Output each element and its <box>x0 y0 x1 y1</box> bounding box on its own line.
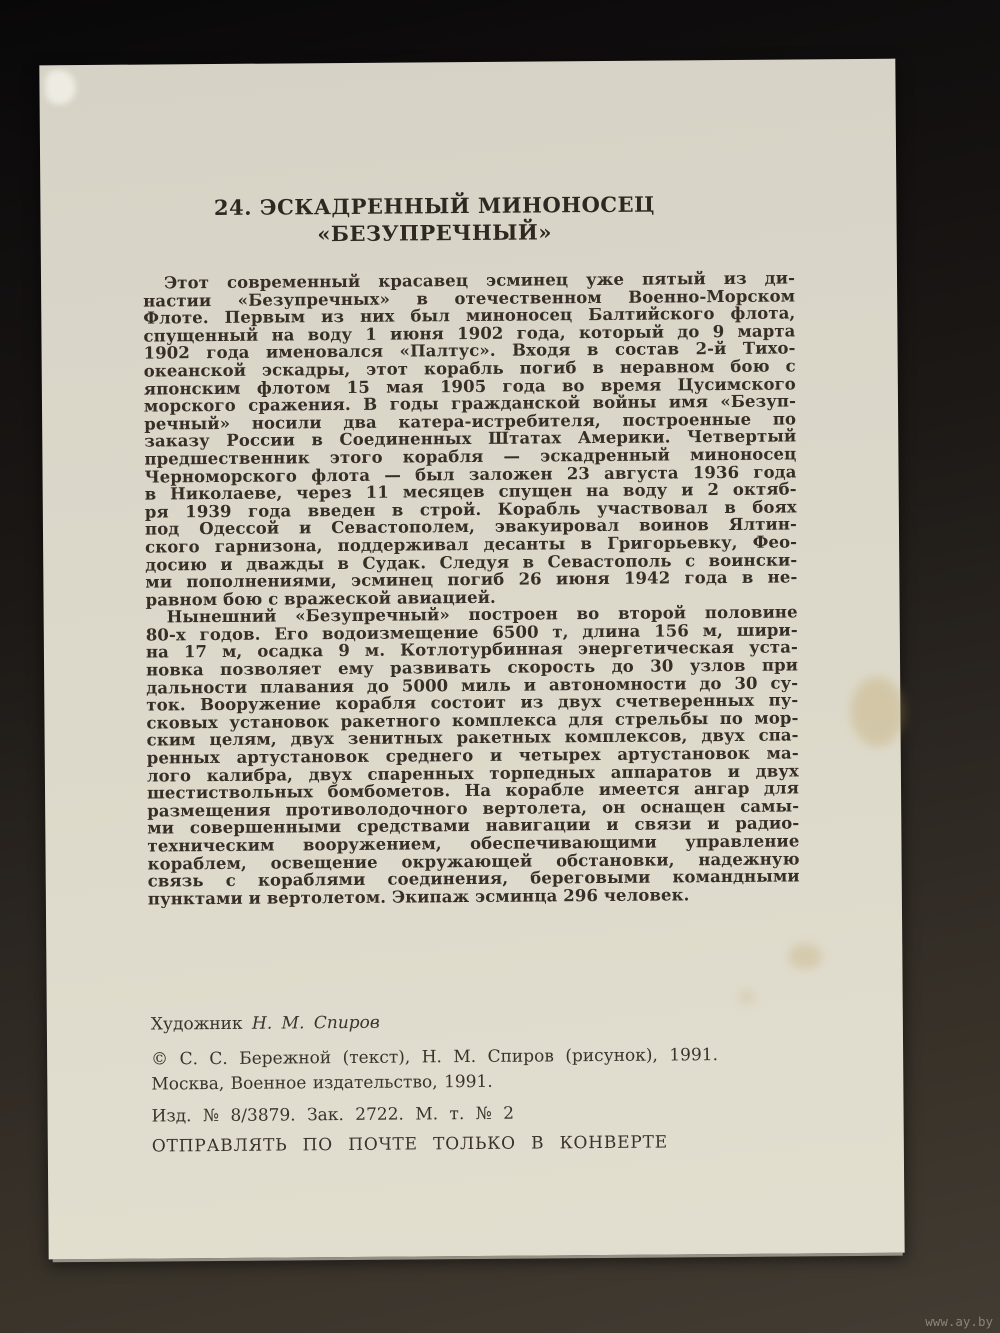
card-title <box>142 190 794 248</box>
text-line: равном бою с вражеской авиацией. <box>145 587 496 610</box>
text-line: Черноморского флота — был заложен 23 августа 1936 года <box>144 461 797 487</box>
text-line: ми пополнениями, эсминец погиб 26 июня 1942 года в не- <box>145 567 798 592</box>
text-line: на 17 м, осадка 9 м. Котлотурбинная энергетическая уста- <box>145 637 798 663</box>
text-line: предшественник этого корабля — эскадренный миноносец <box>144 444 797 469</box>
text-line: ми совершенными средствами навигации и связи и радио- <box>147 813 800 838</box>
text-line: морского сражения. В годы гражданской войны имя «Безуп- <box>143 391 797 416</box>
paragraph-history <box>143 269 798 608</box>
text-line: связь с кораблями соединения, береговыми командными <box>147 866 800 891</box>
copyright-line: © С. С. Бережной (текст), Н. М. Спиров (рисунок), 1991. <box>151 1045 719 1070</box>
text-line: шестиствольных бомбометов. На корабле имеется ангар для <box>146 778 800 803</box>
text-line: под Одессой и Севастополем, эвакуировал воинов Ялтин- <box>144 514 798 539</box>
text-line: ря 1939 года введен в строй. Корабль участвовал в боях <box>144 497 797 522</box>
postcard-back <box>39 59 904 1260</box>
text-line: техническим вооружением, обеспечивающими управление <box>147 831 800 856</box>
corner-scuff <box>45 70 75 104</box>
text-line: настии «Безупречных» в отечественном Военно-Морском <box>143 286 796 311</box>
text-line: заказу России в Соединенных Штатах Америки. Четвертый <box>144 426 797 451</box>
text-line: 80-х годов. Его водоизмещение 6500 т, длина 156 м, шири- <box>145 620 798 645</box>
card-title-line1: 24. ЭСКАДРЕННЫЙ МИНОНОСЕЦ <box>213 191 655 221</box>
text-line: лого калибра, двух спаренных торпедных аппаратов и двух <box>146 761 799 786</box>
publisher-line: Москва, Военное издательство, 1991. <box>151 1071 493 1095</box>
text-line: океанской эскадры, этот корабль погиб в неравном бою с <box>143 356 796 381</box>
paper-stain <box>788 943 822 969</box>
card-title-line2: «БЕЗУПРЕЧНЫЙ» <box>317 218 553 246</box>
text-line: ским целям, двух зенитных ракетных комплексов, двух спа- <box>146 725 799 750</box>
text-line: размещения противолодочного вертолета, он оснащен самы- <box>147 796 800 821</box>
text-line: сковых установок ракетного комплекса для стрельбы по мор- <box>146 708 799 733</box>
watermark: www.ay.by <box>925 1314 993 1329</box>
text-line: спущенный на воду 1 июня 1902 года, который до 9 марта <box>143 321 796 346</box>
text-line: в Николаеве, через 11 месяцев спущен на воду и 2 октяб- <box>144 479 797 504</box>
text-line: Флоте. Первым из них был миноносец Балтийского флота, <box>143 303 796 328</box>
artist-label: Художник <box>150 1013 243 1035</box>
text-line: 1902 года именовался «Палтус». Входя в состав 2-й Тихо- <box>143 338 796 363</box>
edition-line: Изд. № 8/3879. Зак. 2722. М. т. № 2 <box>151 1103 515 1127</box>
artist-credit-line <box>151 1008 851 1035</box>
text-line: речный» носили два катера-истребителя, построенные по <box>144 409 797 434</box>
text-line: ток. Вооружение корабля состоит из двух счетверенных пу- <box>146 690 799 715</box>
card-bottom-edge <box>53 1253 903 1263</box>
paper-stain <box>850 677 905 747</box>
text-line: кораблем, освещение окружающей обстановки, надежную <box>147 849 800 874</box>
text-line: ренных артустановок среднего и четырех артустановок ма- <box>146 743 799 768</box>
text-line: новка позволяет ему развивать скорость до 30 узлов при <box>146 655 799 680</box>
mailing-instruction-line: ОТПРАВЛЯТЬ ПО ПОЧТЕ ТОЛЬКО В КОНВЕРТЕ <box>151 1132 669 1157</box>
text-line: дальности плавания до 5000 миль и автономности до 30 су- <box>146 673 799 698</box>
paper-stain <box>737 990 757 1004</box>
paragraph-specs <box>146 604 800 908</box>
card-body-text <box>143 269 800 907</box>
text-line: пунктами и вертолетом. Экипаж эсминца 296 человек. <box>147 885 690 909</box>
text-line: японским флотом 15 мая 1905 года во время Цусимского <box>143 374 796 399</box>
text-line: Этот современный красавец эсминец уже пятый из ди- <box>163 268 796 293</box>
text-line: досию и дважды в Судак. Следуя в Севастополь с воински- <box>145 549 798 575</box>
text-line: Нынешний «Безупречный» построен во второй половине <box>166 602 798 627</box>
text-line: ского гарнизона, поддерживал десанты в Григорьевку, Фео- <box>145 532 798 557</box>
artist-name: Н. М. Спиров <box>251 1012 380 1034</box>
